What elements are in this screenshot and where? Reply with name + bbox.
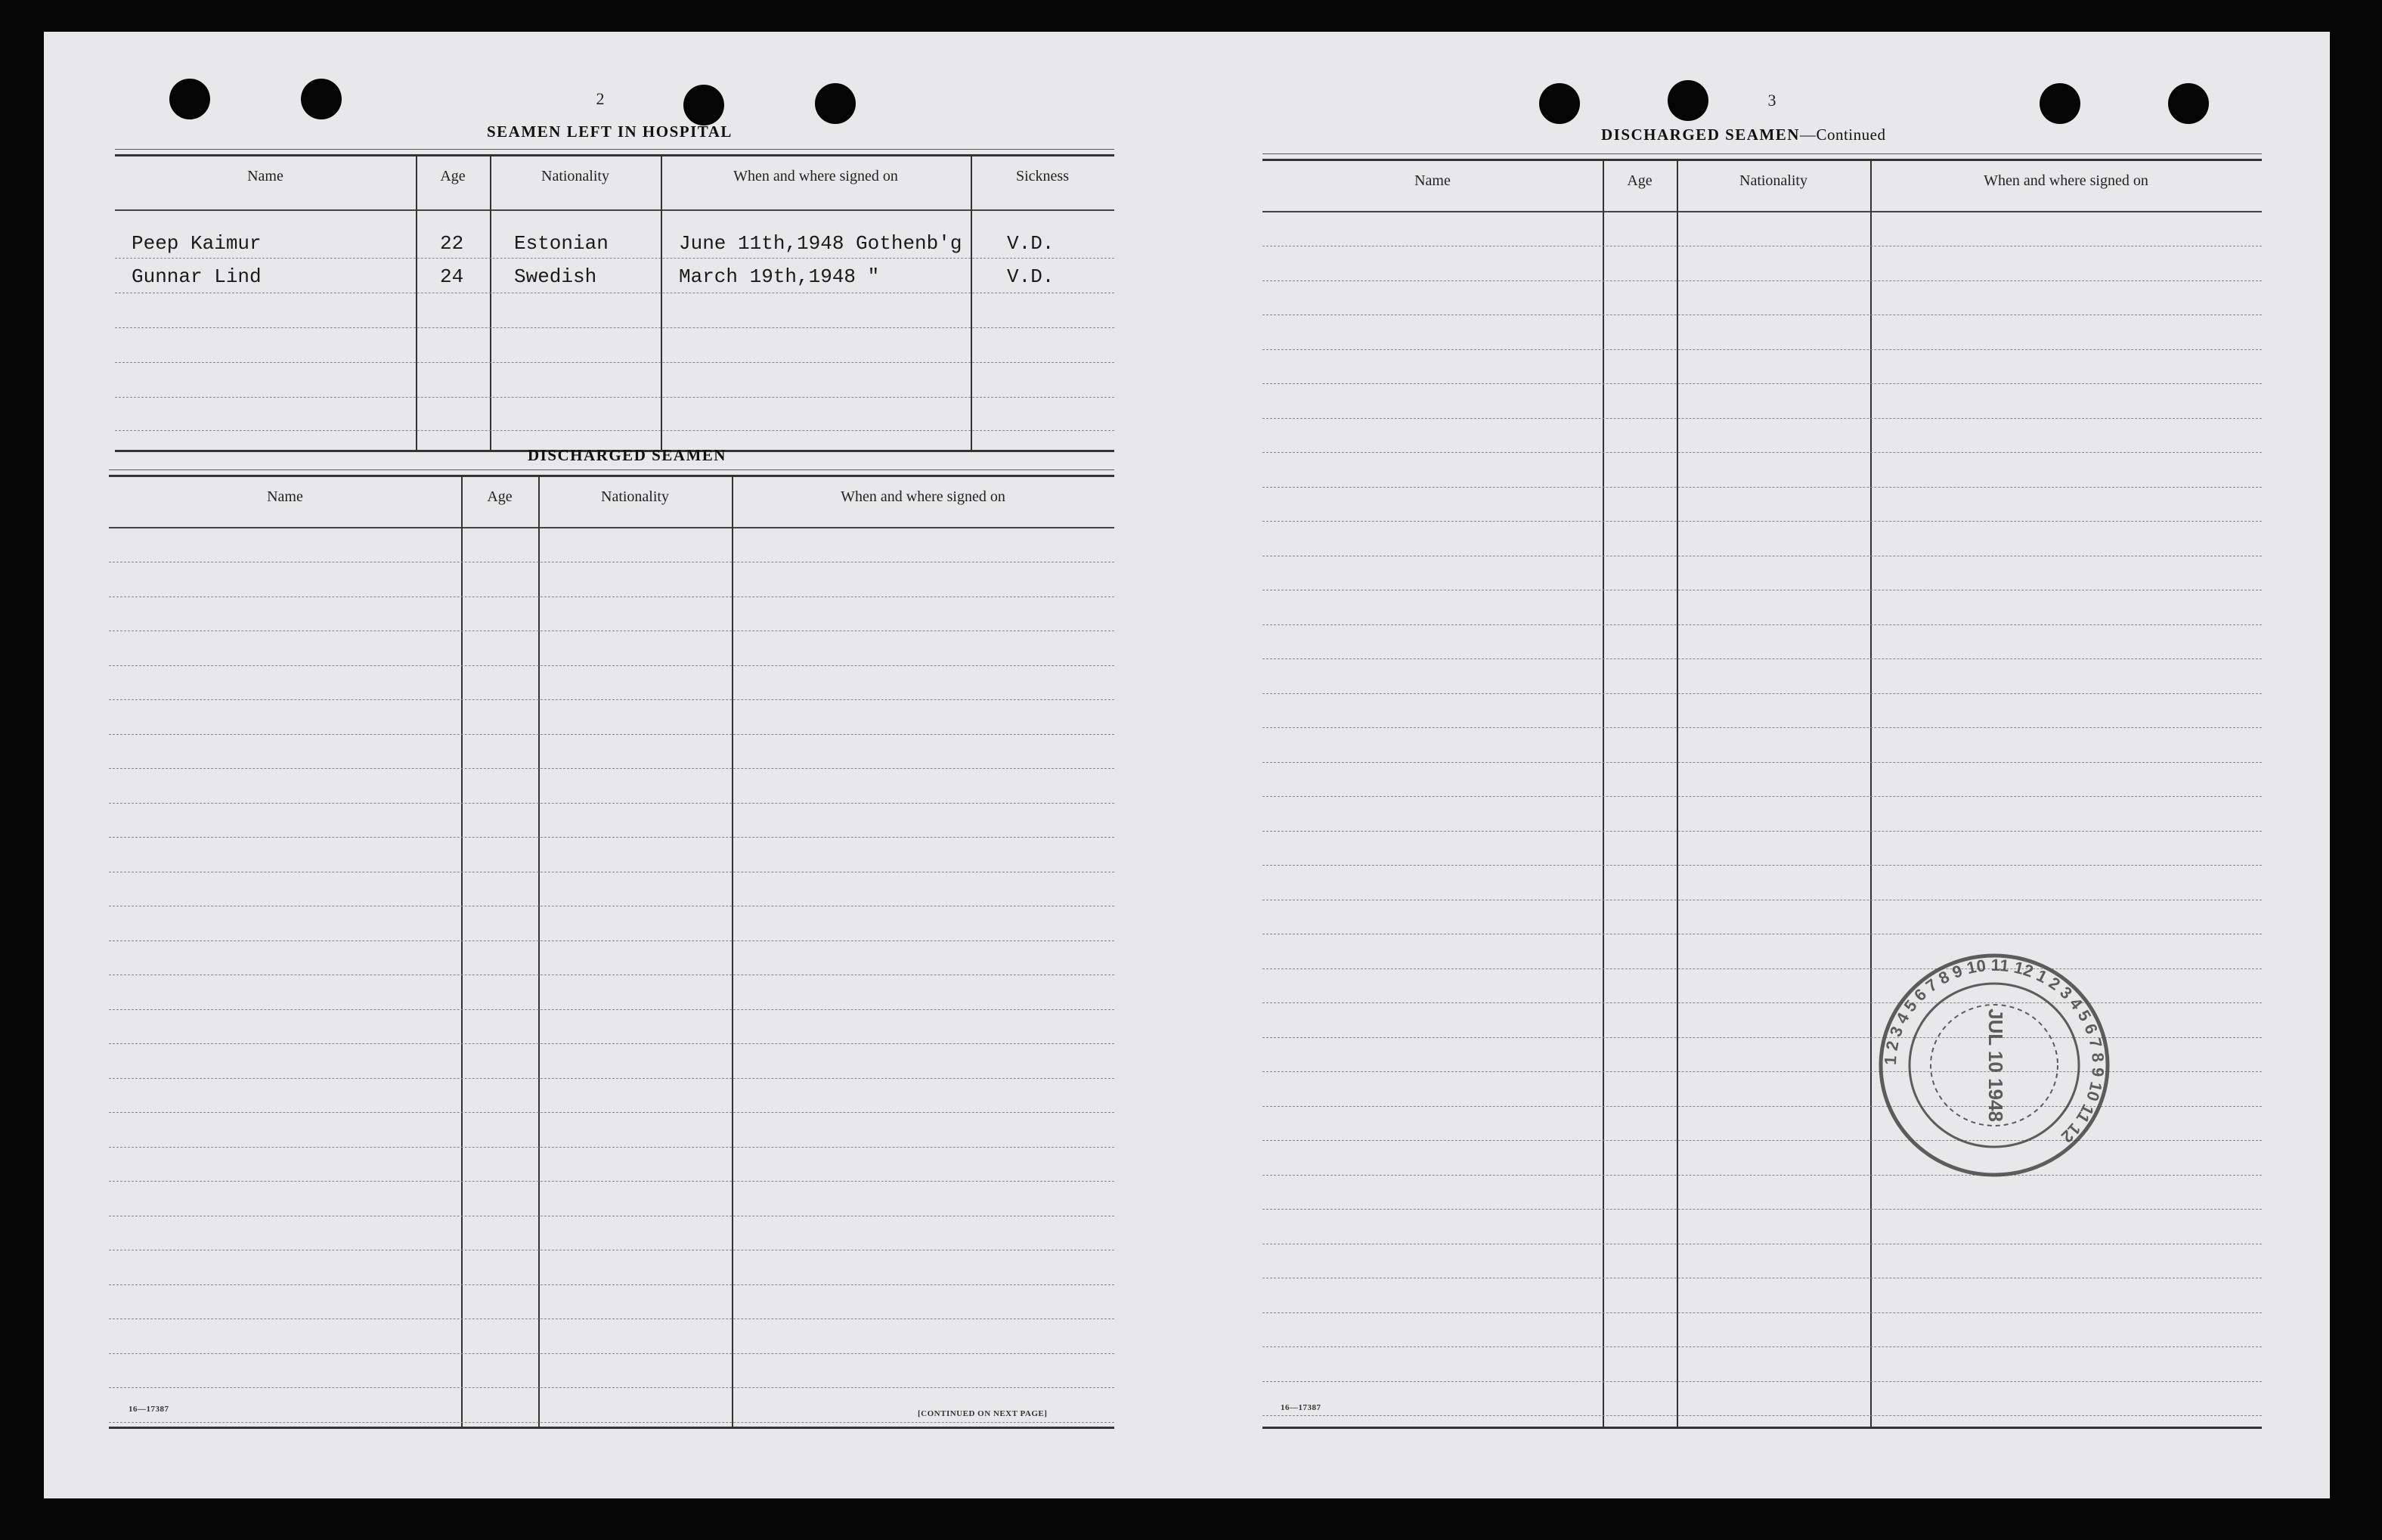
- punch-hole: [2040, 83, 2080, 124]
- discharged-continued-title: [1601, 125, 1885, 144]
- hospital-row-2-sickness: V.D.: [1007, 265, 1055, 288]
- ruled-line: [1262, 658, 2262, 659]
- punch-hole: [301, 79, 342, 119]
- document-sheet: [44, 32, 2330, 1498]
- ruled-line: [109, 1422, 1114, 1423]
- ruled-line: [1262, 693, 2262, 694]
- ruled-line: [109, 1318, 1114, 1319]
- col-header-age: Age: [440, 167, 466, 184]
- discharged-continued-title-main: DISCHARGED SEAMEN: [1601, 125, 1800, 144]
- punch-hole: [1668, 80, 1708, 121]
- ruled-line: [109, 1112, 1114, 1113]
- ruled-line: [109, 665, 1114, 666]
- ruled-line: [1262, 624, 2262, 625]
- ruled-line: [109, 1078, 1114, 1079]
- col-header-signed-on: When and where signed on: [841, 488, 1005, 505]
- col-header-age: Age: [487, 488, 513, 505]
- hospital-row-1-signed-on: June 11th,1948 Gothenb'g: [679, 232, 962, 255]
- hospital-section-title: SEAMEN LEFT IN HOSPITAL: [487, 122, 733, 141]
- hospital-row-2-age: 24: [440, 265, 464, 288]
- ruled-line: [1262, 1209, 2262, 1210]
- page-number-left: 2: [596, 89, 605, 108]
- discharged-continued-title-suffix: —Continued: [1799, 125, 1886, 144]
- ruled-line: [109, 1387, 1114, 1388]
- ruled-line: [1262, 452, 2262, 453]
- col-header-signed-on: When and where signed on: [1984, 172, 2148, 189]
- hospital-table: [115, 154, 1114, 452]
- punch-hole: [1539, 83, 1580, 124]
- ruled-line: [1262, 762, 2262, 763]
- ruled-line: [109, 596, 1114, 597]
- ruled-line: [1262, 727, 2262, 728]
- ruled-line: [109, 803, 1114, 804]
- ruled-line: [109, 734, 1114, 735]
- ruled-line: [1262, 521, 2262, 522]
- ruled-line: [109, 1353, 1114, 1354]
- ruled-line: [109, 940, 1114, 941]
- hospital-row-1-name: Peep Kaimur: [132, 232, 262, 255]
- ruled-line: [109, 1284, 1114, 1285]
- ruled-line: [1262, 1312, 2262, 1313]
- ruled-line: [109, 1043, 1114, 1044]
- hospital-row-1-nationality: Estonian: [514, 232, 609, 255]
- discharged-table-left: [109, 475, 1114, 1429]
- punch-hole: [683, 85, 724, 125]
- ruled-line: [109, 768, 1114, 769]
- punch-hole: [815, 83, 856, 124]
- date-stamp: [1873, 948, 2115, 1182]
- ruled-line: [109, 837, 1114, 838]
- col-header-name: Name: [1414, 172, 1451, 189]
- hospital-row-1-age: 22: [440, 232, 464, 255]
- hospital-row-2-signed-on: March 19th,1948 ": [679, 265, 880, 288]
- ruled-line: [1262, 418, 2262, 419]
- page-number-right: 3: [1767, 91, 1776, 110]
- col-header-name: Name: [267, 488, 303, 505]
- col-header-nationality: Nationality: [1739, 172, 1807, 189]
- ruled-line: [109, 1009, 1114, 1010]
- ruled-line: [1262, 831, 2262, 832]
- hospital-row-2-name: Gunnar Lind: [132, 265, 262, 288]
- discharged-section-title: DISCHARGED SEAMEN: [528, 446, 726, 464]
- ruled-line: [1262, 1415, 2262, 1416]
- col-header-nationality: Nationality: [541, 167, 609, 184]
- ruled-line: [109, 1147, 1114, 1148]
- hospital-row-1-sickness: V.D.: [1007, 232, 1055, 255]
- ruled-line: [1262, 349, 2262, 350]
- col-header-sickness: Sickness: [1016, 167, 1069, 184]
- form-number-left: 16—17387: [129, 1405, 169, 1414]
- ruled-line: [1262, 796, 2262, 797]
- punch-hole: [2168, 83, 2209, 124]
- stamp-date: JUL 10 1948: [1984, 1009, 2007, 1122]
- col-header-age: Age: [1627, 172, 1653, 189]
- stamp-ring-digits: 1 2 3 4 5 6 7 8 9 10 11 12 1 2 3 4 5 6 7 8 9 10 11 12: [1880, 955, 2108, 1147]
- ruled-line: [1262, 865, 2262, 866]
- continued-note: [CONTINUED ON NEXT PAGE]: [918, 1409, 1048, 1418]
- ruled-line: [1262, 383, 2262, 384]
- ruled-line: [1262, 280, 2262, 281]
- hospital-row-2-nationality: Swedish: [514, 265, 597, 288]
- ruled-line: [109, 699, 1114, 700]
- ruled-line: [1262, 1346, 2262, 1347]
- form-number-right: 16—17387: [1281, 1403, 1321, 1412]
- col-header-name: Name: [247, 167, 283, 184]
- col-header-signed-on: When and where signed on: [733, 167, 898, 184]
- col-header-nationality: Nationality: [601, 488, 669, 505]
- ruled-line: [1262, 1381, 2262, 1382]
- ruled-line: [1262, 487, 2262, 488]
- discharged-table-right: [1262, 159, 2262, 1429]
- ruled-line: [109, 1181, 1114, 1182]
- punch-hole: [169, 79, 210, 119]
